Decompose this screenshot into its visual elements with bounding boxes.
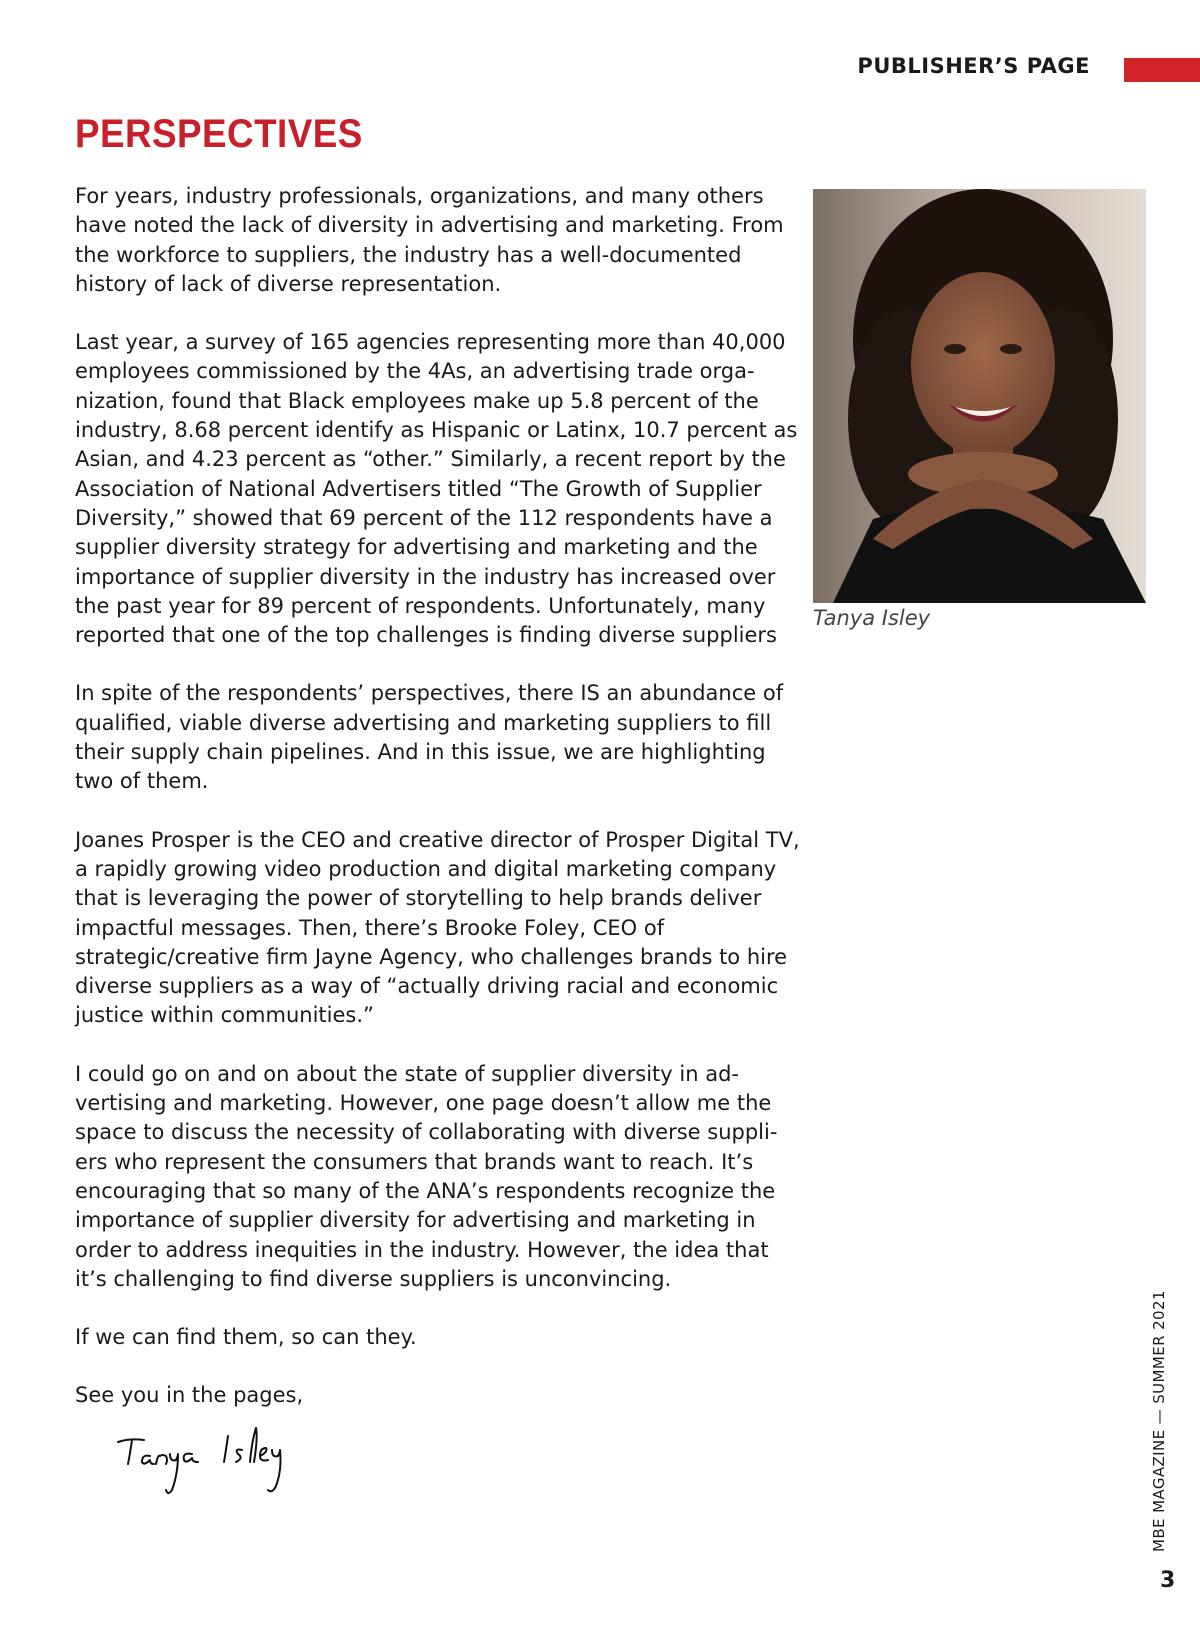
author-signature bbox=[110, 1420, 330, 1510]
paragraph-3: In spite of the respondents’ perspectives, there IS an abundance of qualified, viable diverse advertising and marketing suppliers to fill their supply chain pipelines. And in this issue, we are highlighting two of them. bbox=[75, 681, 784, 794]
photo-caption: Tanya Isley bbox=[813, 606, 931, 630]
paragraph-2: Last year, a survey of 165 agencies representing more than 40,000 employees commissioned by the 4As, an advertising trade orga-nization, found that Black employees make up 5.8 percent of the industry, 8.68 percent identify as Hispanic or Latinx, 10.7 percent as Asian, and 4.23 percent as “other.” Similarly, a recent report by the Association of National Advertisers titled “The Growth of Supplier Diversity,” showed that 69 percent of the 112 respondents have a supplier diversity strategy for advertising and marketing and the importance of supplier diversity in the industry has increased over the past year for 89 percent of respondents. Unfortunately, many reported that one of the top challenges is finding diverse suppliers bbox=[75, 330, 798, 648]
author-photo bbox=[813, 189, 1146, 603]
article-body bbox=[75, 182, 805, 1411]
page-number: 3 bbox=[1160, 1568, 1176, 1593]
closing-line: See you in the pages, bbox=[75, 1383, 304, 1408]
magazine-issue-label: MBE MAGAZINE — SUMMER 2021 bbox=[1150, 1290, 1168, 1552]
paragraph-1: For years, industry professionals, organizations, and many others have noted the lack of diversity in advertising and marketing. From the workforce to suppliers, the industry has a well-documented history of lack of diverse representation. bbox=[75, 184, 784, 296]
paragraph-4: Joanes Prosper is the CEO and creative director of Prosper Digital TV, a rapidly growing video production and digital marketing company that is leveraging the power of storytelling to help brands deliver impactful messages. Then, there’s Brooke Foley, CEO of strategic/creative firm Jayne Agency, who challenges brands to hire diverse suppliers as a way of “actually driving racial and economic justice within communities.” bbox=[75, 827, 800, 1028]
section-label: PUBLISHER’S PAGE bbox=[857, 54, 1090, 78]
section-accent-bar bbox=[1124, 58, 1200, 82]
article-title: PERSPECTIVES bbox=[75, 112, 363, 156]
paragraph-6: If we can find them, so can they. bbox=[75, 1325, 417, 1350]
paragraph-5: I could go on and on about the state of supplier diversity in ad-vertising and marketing. However, one page doesn’t allow me the space to discuss the necessity of collaborating with diverse suppli-ers who represent the consumers that brands want to reach. It’s encouraging that so many of the ANA’s respondents recognize the importance of supplier diversity for advertising and marketing in order to address inequities in the industry. However, the idea that it’s challenging to find diverse suppliers is unconvincing. bbox=[75, 1061, 778, 1291]
